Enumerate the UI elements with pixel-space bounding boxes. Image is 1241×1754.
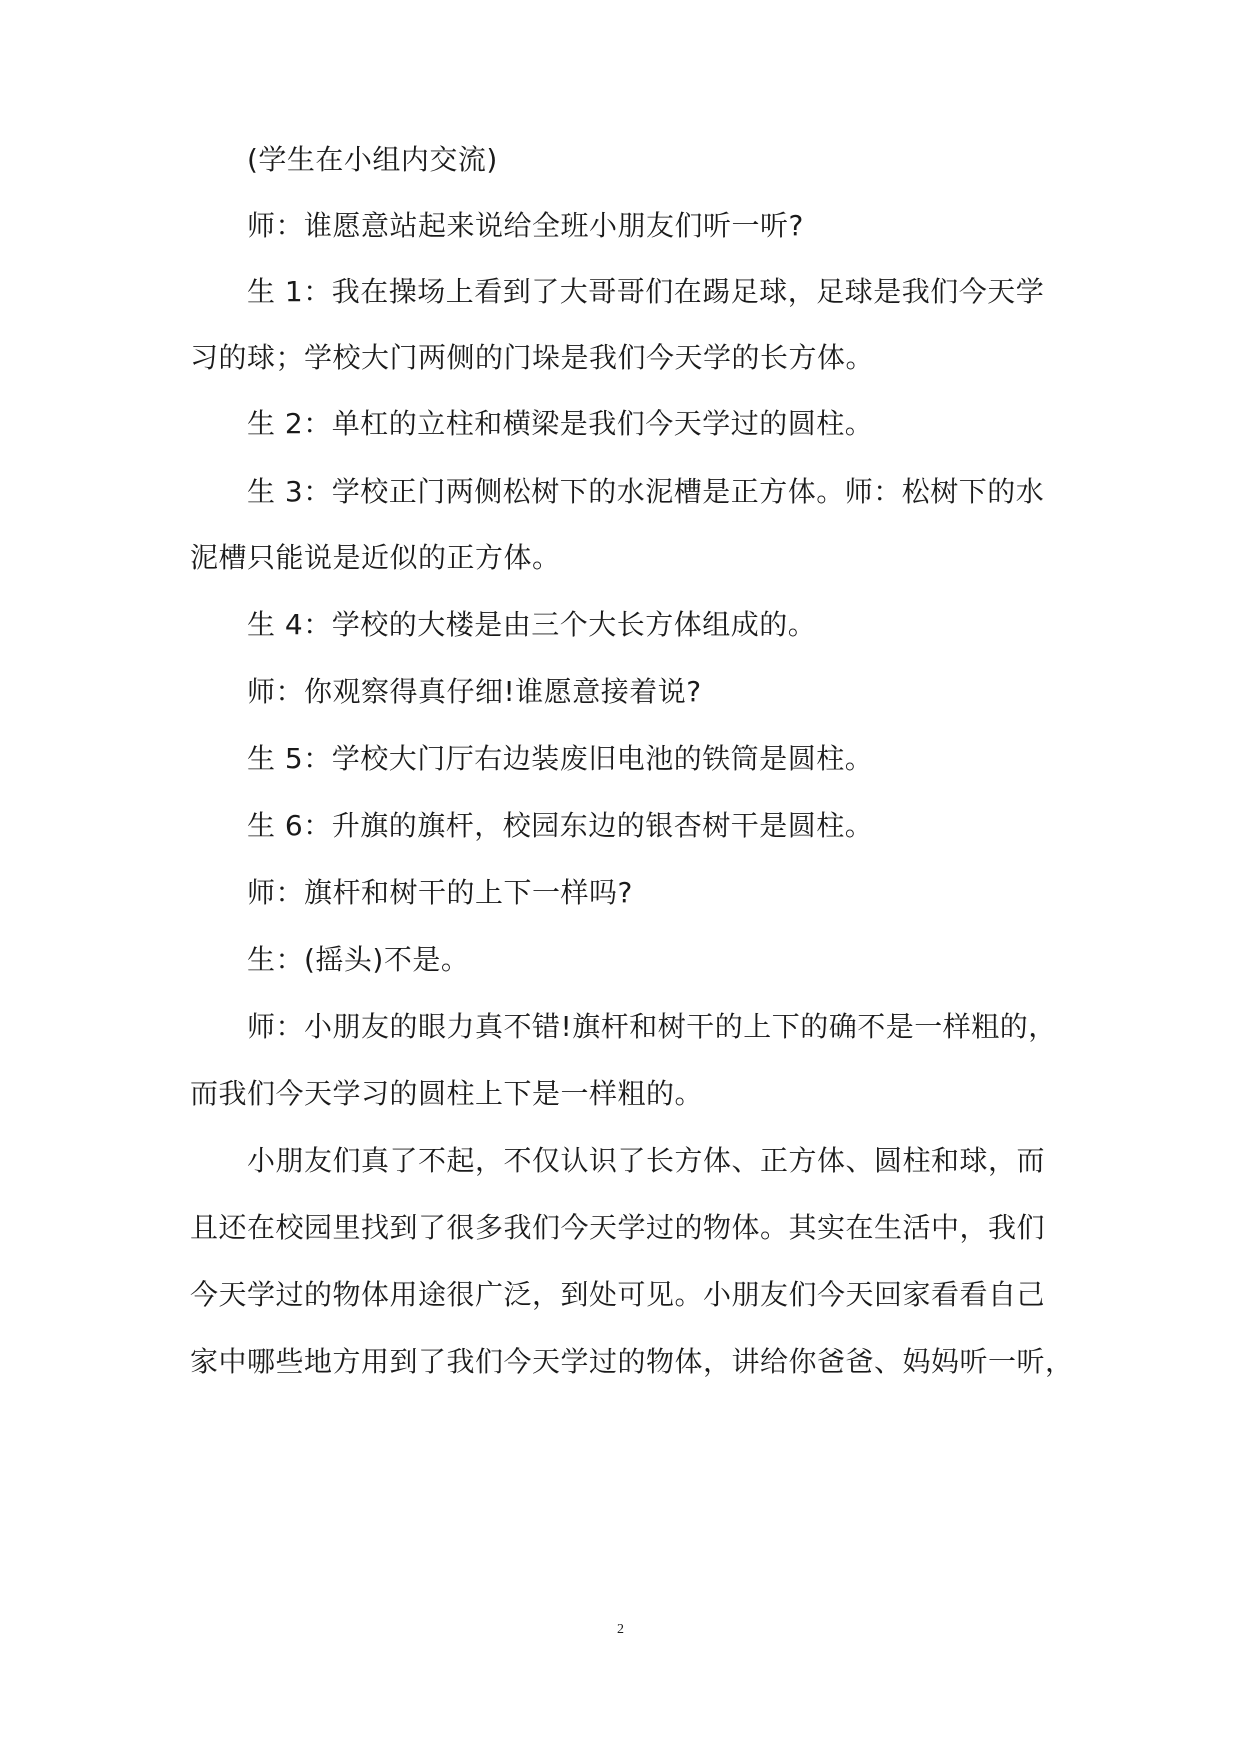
- paragraph-line: (学生在小组内交流): [247, 143, 498, 176]
- paragraph-line: 家中哪些地方用到了我们今天学过的物体，讲给你爸爸、妈妈听一听，: [190, 1345, 1074, 1378]
- paragraph-line: 小朋友们真了不起，不仅认识了长方体、正方体、圆柱和球，而: [247, 1144, 1046, 1177]
- paragraph-line: 师：旗杆和树干的上下一样吗?: [247, 876, 633, 909]
- paragraph-line: 泥槽只能说是近似的正方体。: [190, 541, 561, 574]
- paragraph-line: 生：(摇头)不是。: [247, 943, 470, 976]
- paragraph-line: 生 2：单杠的立柱和横梁是我们今天学过的圆柱。: [247, 407, 874, 440]
- paragraph-line: 生 3：学校正门两侧松树下的水泥槽是正方体。师：松树下的水: [247, 475, 1045, 508]
- page-number: 2: [617, 1622, 624, 1637]
- paragraph-line: 今天学过的物体用途很广泛，到处可见。小朋友们今天回家看看自己: [190, 1278, 1046, 1311]
- paragraph-line: 师：你观察得真仔细!谁愿意接着说?: [247, 675, 702, 708]
- paragraph-line: 习的球；学校大门两侧的门垛是我们今天学的长方体。: [190, 341, 875, 374]
- paragraph-line: 生 4：学校的大楼是由三个大长方体组成的。: [247, 608, 817, 641]
- paragraph-line: 生 1：我在操场上看到了大哥哥们在踢足球，足球是我们今天学: [247, 275, 1045, 308]
- paragraph-line: 且还在校园里找到了很多我们今天学过的物体。其实在生活中，我们: [190, 1211, 1046, 1244]
- paragraph-line: 而我们今天学习的圆柱上下是一样粗的。: [190, 1077, 704, 1110]
- paragraph-line: 师：小朋友的眼力真不错!旗杆和树干的上下的确不是一样粗的，: [247, 1010, 1057, 1043]
- paragraph-line: 师：谁愿意站起来说给全班小朋友们听一听?: [247, 209, 804, 242]
- paragraph-line: 生 5：学校大门厅右边装废旧电池的铁筒是圆柱。: [247, 742, 874, 775]
- paragraph-line: 生 6：升旗的旗杆，校园东边的银杏树干是圆柱。: [247, 809, 874, 842]
